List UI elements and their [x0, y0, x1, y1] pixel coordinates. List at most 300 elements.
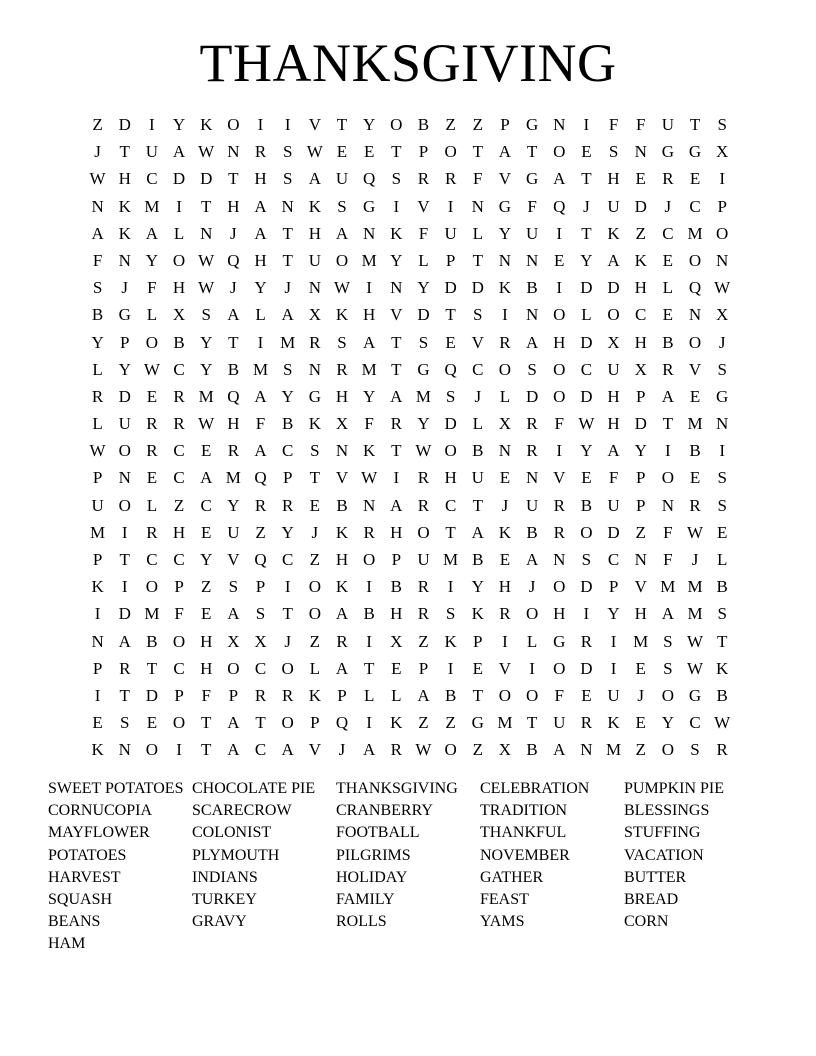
grid-letter: W — [198, 142, 215, 162]
grid-letter: P — [174, 577, 184, 597]
grid-letter: O — [498, 359, 512, 379]
grid-letter: I — [719, 169, 725, 189]
grid-letter: U — [525, 223, 539, 243]
grid-letter: O — [118, 495, 131, 515]
word-list-item: VACATION — [624, 846, 704, 864]
grid-letter: O — [498, 685, 512, 705]
word-list-item: PLYMOUTH — [192, 846, 280, 864]
grid-letter: N — [525, 250, 539, 270]
grid-letter: I — [94, 604, 101, 624]
grid-letter: H — [634, 278, 647, 298]
grid-letter: E — [146, 386, 158, 406]
grid-letter: W — [714, 713, 731, 733]
grid-letter: Y — [607, 604, 620, 624]
grid-letter: R — [336, 359, 348, 379]
grid-letter: U — [607, 685, 620, 705]
grid-letter: Y — [200, 332, 213, 352]
grid-letter: I — [366, 577, 372, 597]
grid-letter: K — [118, 223, 131, 243]
grid-letter: F — [663, 550, 673, 569]
grid-letter: D — [607, 522, 620, 542]
grid-letter: O — [688, 332, 702, 352]
grid-letter: V — [417, 196, 430, 216]
grid-letter: P — [255, 577, 266, 597]
grid-letter: E — [716, 522, 728, 542]
grid-letter: Z — [472, 115, 483, 134]
grid-letter: I — [529, 658, 535, 678]
grid-letter: Q — [444, 359, 457, 379]
grid-letter: A — [471, 522, 484, 542]
grid-letter: F — [527, 196, 537, 216]
grid-letter: D — [580, 658, 593, 678]
grid-letter: Y — [254, 278, 267, 298]
grid-letter: O — [553, 577, 566, 597]
grid-letter: H — [335, 386, 349, 406]
grid-letter: U — [471, 468, 484, 488]
grid-letter: I — [583, 115, 590, 134]
grid-letter: B — [472, 550, 484, 569]
grid-letter: Y — [580, 441, 593, 461]
grid-letter: A — [254, 196, 267, 216]
grid-letter: N — [553, 115, 566, 134]
grid-letter: R — [499, 332, 511, 352]
word-list-item: HOLIDAY — [336, 868, 408, 886]
grid-letter: T — [472, 250, 483, 270]
grid-letter: U — [607, 359, 620, 379]
grid-letter: O — [661, 468, 674, 488]
grid-letter: S — [717, 468, 727, 488]
grid-letter: R — [553, 495, 565, 515]
grid-letter: O — [525, 685, 539, 705]
grid-letter: H — [227, 196, 240, 216]
grid-letter: L — [472, 223, 483, 243]
grid-letter: O — [444, 740, 457, 760]
grid-letter: Q — [227, 386, 240, 406]
grid-letter: G — [553, 631, 566, 651]
grid-letter: E — [499, 550, 511, 569]
grid-letter: N — [553, 550, 566, 569]
grid-letter: H — [200, 631, 213, 651]
grid-letter: J — [121, 278, 129, 298]
grid-letter: O — [335, 250, 349, 270]
word-list-item: TURKEY — [192, 890, 257, 908]
grid-letter: T — [526, 142, 538, 162]
grid-letter: N — [688, 305, 702, 325]
grid-letter: L — [716, 550, 728, 569]
grid-letter: J — [338, 740, 346, 760]
grid-letter: O — [308, 604, 321, 624]
grid-letter: V — [227, 550, 240, 569]
grid-letter: O — [281, 658, 294, 678]
grid-letter: X — [227, 631, 240, 651]
grid-letter: I — [393, 196, 400, 216]
grid-letter: C — [173, 359, 185, 379]
grid-letter: I — [284, 577, 291, 597]
grid-letter: C — [607, 550, 620, 569]
grid-letter: I — [719, 441, 725, 461]
grid-letter: J — [501, 495, 509, 515]
grid-letter: O — [363, 550, 376, 569]
grid-letter: J — [691, 550, 699, 569]
word-list-item: COLONIST — [192, 824, 272, 842]
grid-letter: Y — [200, 550, 213, 569]
grid-letter: R — [146, 522, 158, 542]
grid-letter: E — [445, 332, 456, 352]
grid-letter: K — [308, 196, 321, 216]
grid-letter: X — [716, 305, 729, 325]
grid-letter: D — [607, 278, 620, 298]
grid-letter: I — [556, 278, 563, 298]
grid-letter: O — [118, 441, 131, 461]
grid-letter: A — [661, 604, 674, 624]
grid-letter: U — [118, 414, 131, 434]
grid-letter: X — [498, 414, 512, 434]
grid-letter: A — [118, 631, 131, 651]
grid-letter: E — [201, 441, 212, 461]
grid-letter: U — [525, 495, 539, 515]
word-list-item: BEANS — [48, 913, 101, 931]
grid-letter: B — [282, 414, 294, 434]
grid-letter: T — [689, 115, 701, 134]
grid-letter: M — [443, 550, 459, 569]
grid-letter: T — [228, 169, 239, 189]
grid-letter: T — [445, 522, 456, 542]
grid-letter: L — [581, 305, 592, 325]
grid-letter: T — [146, 658, 158, 678]
grid-letter: R — [254, 142, 267, 162]
grid-letter: O — [444, 441, 457, 461]
grid-letter: E — [472, 658, 483, 678]
grid-letter: Y — [417, 278, 430, 298]
grid-letter: D — [417, 305, 430, 325]
grid-letter: Z — [309, 550, 321, 569]
grid-letter: B — [526, 278, 538, 298]
grid-letter: A — [227, 305, 240, 325]
word-list-item: SCARECROW — [192, 802, 292, 820]
grid-letter: I — [393, 468, 400, 488]
grid-letter: A — [172, 142, 186, 162]
grid-letter: N — [281, 196, 294, 216]
grid-letter: S — [418, 332, 429, 352]
grid-letter: Y — [417, 414, 430, 434]
grid-letter: U — [661, 115, 674, 134]
grid-letter: K — [498, 278, 512, 298]
grid-letter: A — [390, 495, 403, 515]
grid-letter: W — [198, 414, 215, 434]
grid-letter: M — [415, 386, 432, 406]
grid-letter: Y — [91, 332, 104, 352]
grid-letter: J — [718, 332, 726, 352]
grid-letter: K — [91, 740, 104, 760]
grid-letter: N — [91, 631, 104, 651]
grid-letter: X — [308, 305, 321, 325]
grid-letter: Y — [661, 713, 674, 733]
grid-letter: C — [580, 359, 593, 379]
grid-letter: E — [581, 142, 592, 162]
grid-letter: I — [149, 115, 155, 134]
grid-letter: O — [607, 305, 620, 325]
grid-letter: S — [690, 740, 700, 760]
grid-letter: R — [173, 414, 185, 434]
grid-letter: R — [390, 414, 402, 434]
grid-letter: P — [282, 468, 293, 488]
grid-letter: S — [282, 169, 293, 189]
grid-letter: Y — [363, 115, 376, 134]
grid-letter: C — [662, 223, 674, 243]
grid-letter: O — [227, 658, 240, 678]
grid-letter: C — [254, 740, 267, 760]
grid-letter: D — [444, 278, 457, 298]
grid-letter: C — [173, 441, 185, 461]
grid-letter: E — [689, 169, 701, 189]
grid-letter: I — [257, 332, 264, 352]
word-list-item: HAM — [48, 935, 86, 953]
grid-letter: S — [473, 305, 483, 325]
grid-letter: Q — [688, 278, 702, 298]
grid-letter: A — [335, 223, 349, 243]
grid-letter: H — [335, 550, 349, 569]
word-list-item: GRAVY — [192, 913, 247, 931]
grid-letter: N — [498, 441, 512, 461]
grid-letter: T — [363, 658, 375, 678]
grid-letter: P — [635, 495, 646, 515]
grid-letter: K — [471, 604, 484, 624]
grid-letter: E — [581, 685, 592, 705]
grid-letter: S — [608, 142, 619, 162]
grid-letter: F — [201, 685, 211, 705]
grid-letter: L — [173, 223, 185, 243]
grid-letter: A — [553, 740, 566, 760]
grid-letter: U — [553, 713, 566, 733]
grid-letter: R — [363, 522, 375, 542]
grid-letter: B — [444, 685, 457, 705]
grid-letter: K — [634, 250, 647, 270]
word-list-item: BLESSINGS — [624, 802, 710, 820]
grid-letter: L — [92, 359, 103, 379]
grid-letter: C — [173, 550, 185, 569]
grid-letter: A — [254, 386, 267, 406]
grid-letter: A — [200, 468, 213, 488]
grid-letter: H — [607, 386, 620, 406]
grid-letter: S — [391, 169, 402, 189]
grid-letter: R — [282, 685, 294, 705]
grid-letter: S — [337, 332, 347, 352]
grid-letter: W — [306, 142, 323, 162]
grid-letter: W — [578, 414, 595, 434]
grid-letter: R — [282, 495, 294, 515]
grid-letter: R — [689, 495, 701, 515]
grid-letter: W — [198, 250, 215, 270]
word-list-item: SWEET POTATOES — [48, 780, 184, 797]
grid-letter: L — [146, 495, 158, 515]
grid-letter: M — [687, 604, 703, 624]
grid-letter: K — [308, 414, 321, 434]
grid-letter: M — [497, 713, 513, 733]
grid-letter: N — [580, 740, 593, 760]
grid-letter: A — [390, 386, 403, 406]
grid-letter: N — [634, 550, 647, 569]
grid-letter: W — [686, 658, 704, 678]
grid-letter: K — [607, 713, 620, 733]
grid-letter: N — [118, 250, 131, 270]
grid-letter: K — [335, 577, 349, 597]
grid-letter: V — [308, 740, 321, 760]
grid-letter: N — [200, 223, 213, 243]
grid-letter: Y — [363, 386, 376, 406]
grid-letter: A — [607, 441, 620, 461]
grid-letter: R — [444, 169, 457, 189]
grid-letter: N — [227, 142, 240, 162]
grid-letter: O — [444, 142, 457, 162]
grid-letter: T — [119, 550, 130, 569]
grid-letter: U — [308, 250, 321, 270]
grid-letter: R — [526, 441, 538, 461]
grid-letter: Z — [255, 522, 266, 542]
grid-letter: R — [119, 658, 131, 678]
grid-letter: R — [580, 713, 593, 733]
grid-letter: N — [363, 495, 376, 515]
grid-letter: D — [118, 115, 131, 134]
grid-letter: X — [390, 631, 403, 651]
grid-letter: S — [201, 305, 211, 325]
word-list-item: POTATOES — [48, 846, 127, 864]
grid-letter: N — [308, 359, 321, 379]
grid-letter: Y — [145, 250, 159, 270]
grid-letter: S — [445, 604, 456, 624]
grid-letter: P — [92, 658, 103, 678]
grid-letter: B — [716, 577, 728, 597]
grid-letter: S — [282, 359, 293, 379]
word-list-item: BUTTER — [624, 868, 687, 886]
grid-letter: M — [361, 359, 377, 379]
grid-letter: D — [580, 278, 593, 298]
grid-letter: I — [447, 658, 454, 678]
page-title: THANKSGIVING — [199, 33, 617, 93]
grid-letter: E — [662, 250, 674, 270]
grid-letter: W — [686, 631, 704, 651]
grid-letter: W — [333, 278, 350, 298]
grid-letter: D — [525, 386, 539, 406]
grid-letter: R — [336, 631, 348, 651]
grid-letter: L — [472, 414, 483, 434]
grid-letter: D — [172, 169, 186, 189]
grid-letter: P — [120, 332, 130, 352]
grid-letter: M — [144, 604, 160, 624]
grid-letter: I — [502, 631, 508, 651]
grid-letter: R — [417, 495, 430, 515]
grid-letter: O — [553, 658, 566, 678]
grid-letter: B — [472, 441, 484, 461]
word-list-item: CORNUCOPIA — [48, 802, 153, 820]
grid-letter: E — [635, 658, 646, 678]
grid-letter: R — [580, 631, 593, 651]
grid-letter: P — [445, 250, 456, 270]
grid-letter: R — [499, 604, 511, 624]
grid-letter: U — [607, 196, 620, 216]
grid-letter: E — [662, 305, 674, 325]
grid-letter: F — [608, 468, 619, 488]
grid-letter: E — [201, 604, 212, 624]
grid-letter: S — [717, 604, 727, 624]
grid-letter: O — [145, 740, 159, 760]
grid-letter: C — [254, 658, 267, 678]
word-list-item: PUMPKIN PIE — [624, 780, 725, 797]
grid-letter: P — [608, 577, 619, 597]
grid-letter: T — [228, 332, 239, 352]
grid-letter: H — [390, 522, 403, 542]
grid-letter: I — [176, 740, 182, 760]
grid-letter: R — [91, 386, 104, 406]
grid-letter: C — [689, 196, 701, 216]
grid-letter: R — [716, 740, 728, 760]
grid-letter: L — [391, 685, 402, 705]
grid-letter: B — [716, 685, 728, 705]
grid-letter: C — [146, 550, 158, 569]
grid-letter: O — [661, 740, 674, 760]
grid-letter: H — [553, 604, 566, 624]
grid-letter: A — [417, 685, 430, 705]
grid-letter: L — [499, 386, 511, 406]
grid-letter: J — [230, 223, 237, 243]
grid-letter: I — [176, 196, 182, 216]
grid-letter: S — [527, 359, 537, 379]
grid-letter: Z — [635, 522, 646, 542]
word-list-item: CHOCOLATE PIE — [192, 780, 316, 797]
grid-letter: O — [553, 359, 566, 379]
grid-letter: A — [525, 332, 539, 352]
grid-letter: F — [635, 115, 646, 134]
word-list-item: ROLLS — [336, 913, 387, 931]
grid-letter: E — [391, 658, 402, 678]
grid-letter: C — [444, 495, 457, 515]
grid-letter: H — [254, 250, 267, 270]
grid-letter: L — [146, 305, 158, 325]
grid-letter: F — [92, 250, 103, 270]
grid-letter: M — [144, 196, 160, 216]
grid-letter: E — [689, 468, 701, 488]
grid-letter: X — [498, 740, 512, 760]
grid-letter: O — [281, 713, 294, 733]
grid-letter: N — [661, 495, 674, 515]
word-list-item: INDIANS — [192, 868, 258, 886]
grid-letter: A — [281, 740, 294, 760]
grid-letter: C — [472, 359, 484, 379]
grid-letter: H — [254, 169, 267, 189]
grid-letter: E — [635, 169, 646, 189]
grid-letter: D — [118, 604, 131, 624]
grid-letter: O — [553, 142, 566, 162]
grid-letter: X — [172, 305, 186, 325]
grid-letter: N — [118, 468, 131, 488]
grid-letter: A — [525, 550, 539, 569]
grid-letter: R — [254, 495, 267, 515]
grid-letter: N — [91, 196, 104, 216]
grid-letter: Y — [227, 495, 240, 515]
grid-letter: T — [391, 142, 402, 162]
grid-letter: M — [660, 577, 676, 597]
grid-letter: P — [92, 468, 103, 488]
word-list-item: THANKFUL — [480, 824, 567, 842]
grid-letter: N — [525, 305, 539, 325]
grid-letter: S — [717, 359, 727, 379]
grid-letter: D — [580, 332, 593, 352]
grid-letter: Z — [635, 740, 646, 760]
grid-letter: Z — [309, 631, 321, 651]
grid-letter: A — [227, 740, 240, 760]
word-list-item: FOOTBALL — [336, 824, 420, 842]
grid-letter: L — [418, 250, 429, 270]
word-list-item: FEAST — [480, 890, 529, 908]
